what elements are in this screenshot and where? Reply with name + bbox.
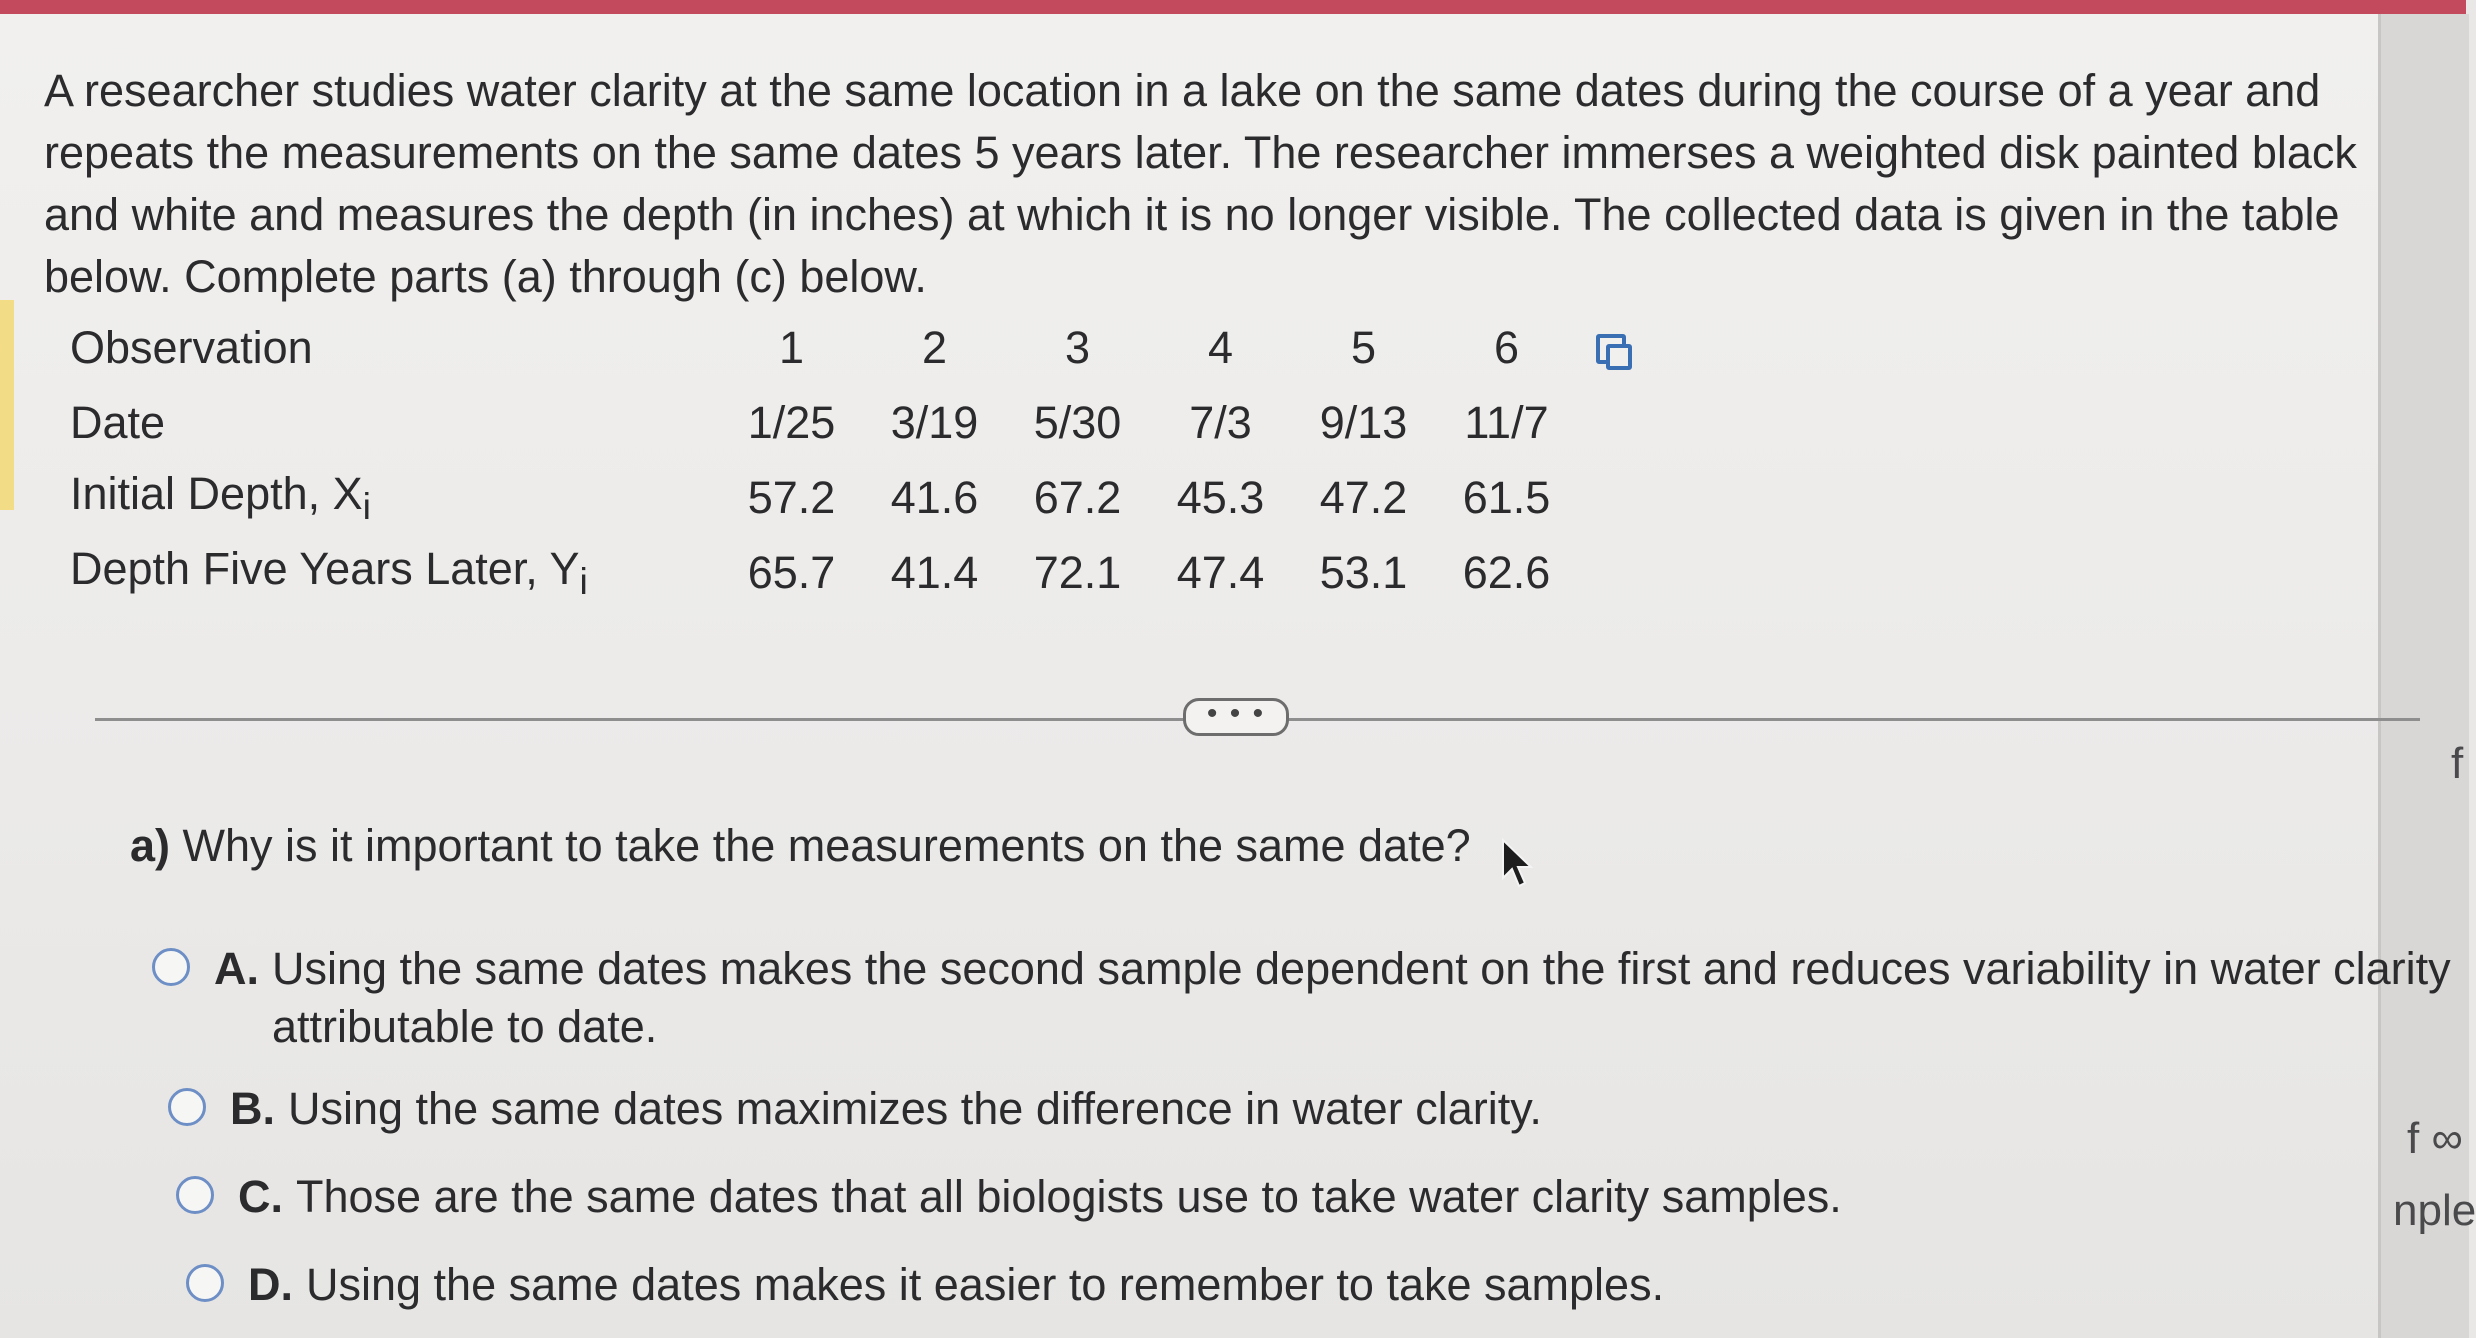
edge-fragment-3: nple	[2393, 1186, 2476, 1235]
table-cell: 47.4	[1176, 546, 1265, 598]
table-cell: 72.1	[1033, 546, 1122, 598]
table-cell: 2	[921, 321, 948, 373]
option-letter: D.	[248, 1259, 293, 1310]
table-cell: 1/25	[747, 396, 836, 448]
table-cell: 11/7	[1464, 396, 1549, 448]
option-text: Using the same dates makes it easier to remember to take samples.	[306, 1259, 1665, 1310]
option-a[interactable]	[152, 940, 2451, 1056]
table-cell: 4	[1207, 321, 1234, 373]
option-letter: C.	[238, 1171, 283, 1222]
table-cell: 65.7	[747, 546, 836, 598]
radio-button-d[interactable]	[186, 1264, 224, 1302]
table-cell: 45.3	[1176, 471, 1265, 523]
table-cell: 5/30	[1033, 396, 1122, 448]
show-more-button[interactable]: • • •	[1183, 698, 1289, 736]
table-cell: 67.2	[1033, 471, 1122, 523]
question-a	[130, 820, 1471, 872]
table-row-initial-depth	[70, 460, 1648, 535]
option-d[interactable]	[186, 1256, 1664, 1314]
table-cell: 5	[1350, 321, 1377, 373]
table-row-date	[70, 385, 1648, 460]
table-cell: 47.2	[1319, 471, 1408, 523]
option-b[interactable]	[168, 1080, 1542, 1138]
mouse-cursor-icon	[1500, 838, 1534, 890]
copy-data-button[interactable]	[1578, 310, 1648, 385]
option-letter: B.	[230, 1083, 275, 1134]
option-c[interactable]	[176, 1168, 1842, 1226]
problem-statement: A researcher studies water clarity at the same location in a lake on the same dates during the course of a year and repeats the measurements on the same dates 5 years later. The researcher immerses a weighted disk painted black and white and measures the depth (in inches) at which it is no longer visible. The collected data is given in the table below. Complete parts (a) through (c) below.	[44, 65, 2357, 302]
table-row-depth-five-years-later	[70, 535, 1648, 610]
radio-button-a[interactable]	[152, 948, 190, 986]
data-table	[70, 310, 1648, 610]
table-cell: 3	[1064, 321, 1091, 373]
option-text: Using the same dates makes the second sample dependent on the first and reduces variability in water clarity attributable to date.	[272, 943, 2451, 1052]
row-label: Observation	[70, 321, 313, 373]
edge-fragment-2: f ∞	[2407, 1114, 2463, 1163]
table-cell: 9/13	[1319, 396, 1408, 448]
table-cell: 7/3	[1189, 396, 1252, 448]
top-accent-bar	[0, 0, 2466, 14]
left-accent-strip	[0, 300, 14, 510]
table-cell: 41.6	[890, 471, 979, 523]
table-cell: 62.6	[1462, 546, 1551, 598]
adjacent-window-edge	[2378, 14, 2476, 1338]
table-cell: 3/19	[890, 396, 979, 448]
option-text: Using the same dates maximizes the difference in water clarity.	[288, 1083, 1542, 1134]
option-letter: A.	[214, 943, 259, 994]
edge-fragment-1: f	[2451, 739, 2464, 788]
table-cell: 61.5	[1462, 471, 1551, 523]
question-label: a)	[130, 820, 171, 871]
table-cell: 1	[778, 321, 805, 373]
table-cell: 53.1	[1319, 546, 1408, 598]
copy-icon	[1596, 334, 1630, 368]
table-cell: 57.2	[747, 471, 836, 523]
row-label: Initial Depth, $X_i$	[70, 467, 371, 527]
table-row-observation	[70, 310, 1648, 385]
radio-button-c[interactable]	[176, 1176, 214, 1214]
question-text: Why is it important to take the measurements on the same date?	[182, 820, 1471, 871]
table-cell: 6	[1493, 321, 1520, 373]
option-text: Those are the same dates that all biologists use to take water clarity samples.	[296, 1171, 1842, 1222]
radio-button-b[interactable]	[168, 1088, 206, 1126]
row-label: Date	[70, 396, 166, 448]
table-cell: 41.4	[890, 546, 979, 598]
row-label: Depth Five Years Later, $Y_i$	[70, 542, 588, 602]
